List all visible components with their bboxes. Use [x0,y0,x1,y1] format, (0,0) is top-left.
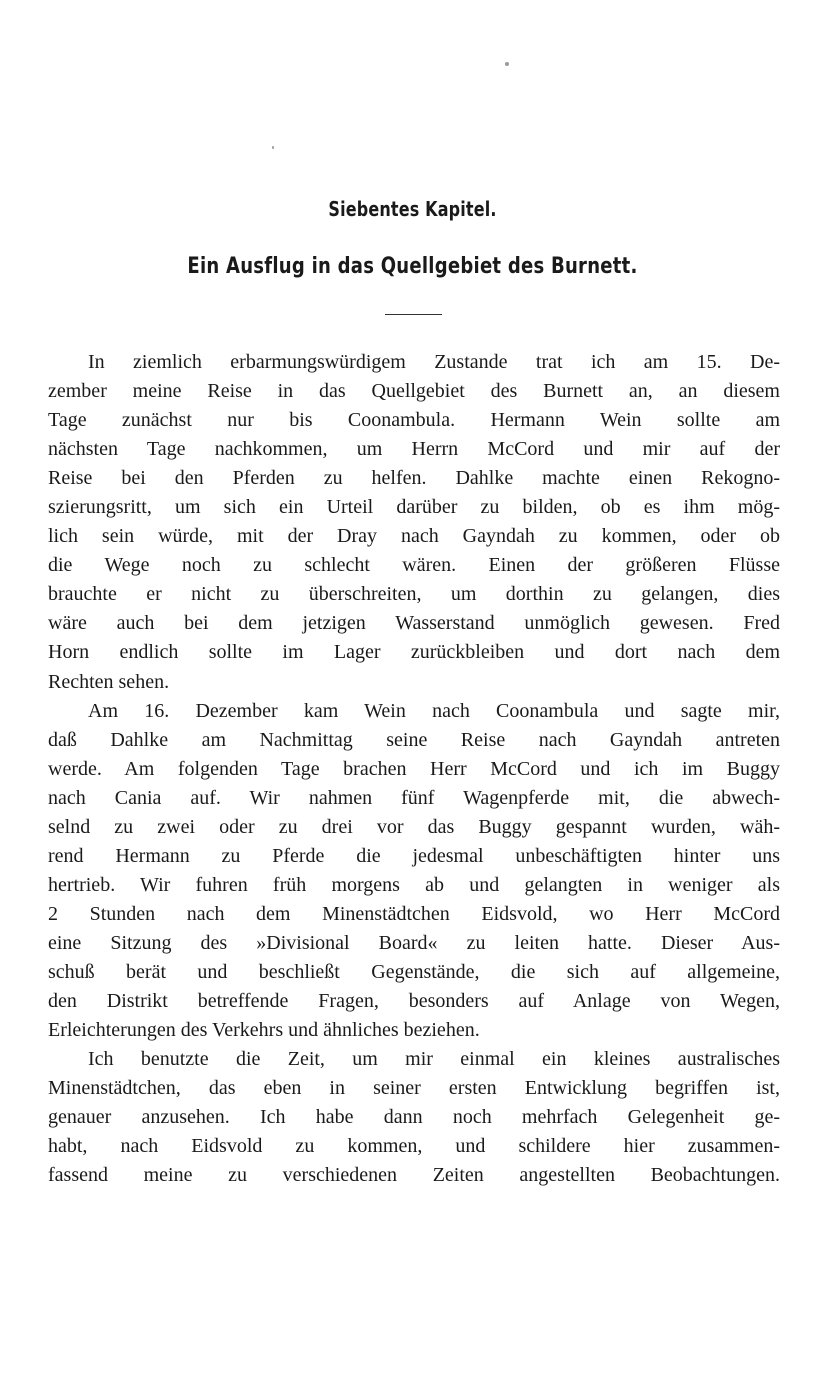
text-line: In ziemlich erbarmungswürdigem Zustande trat ich am 15. De- [88,351,780,373]
text-line: szierungsritt, um sich ein Urteil darüber zu bilden, ob es ihm mög- [48,496,780,519]
text-line: Tage zunächst nur bis Coonambula. Hermann Wein sollte am [48,409,780,432]
text-line: Erleichterungen des Verkehrs und ähnliches beziehen. [48,1019,480,1042]
text-line: Reise bei den Pferden zu helfen. Dahlke machte einen Rekogno- [48,467,780,490]
title-divider [385,314,442,315]
text-line: zember meine Reise in das Quellgebiet des Burnett an, an diesem [48,380,780,403]
text-line: Ich benutzte die Zeit, um mir einmal ein kleines australisches [88,1048,780,1071]
paragraph [48,1045,780,1190]
text-line: werde. Am folgenden Tage brachen Herr McCord und ich im Buggy [48,757,780,780]
text-line: Rechten sehen. [48,670,170,693]
text-line: Minenstädtchen, das eben in seiner ersten Entwicklung begriffen ist, [48,1077,780,1100]
text-line: Am 16. Dezember kam Wein nach Coonambula und sagte mir, [88,699,780,722]
chapter-number: Siebentes Kapitel. [328,197,497,221]
text-line: genauer anzusehen. Ich habe dann noch mehrfach Gelegenheit ge- [48,1106,780,1129]
text-line: selnd zu zwei oder zu drei vor das Buggy gespannt wurden, wäh- [48,815,780,838]
print-speck [505,62,509,66]
text-line: nach Cania auf. Wir nahmen fünf Wagenpferde mit, die abwech- [48,786,780,809]
text-line: daß Dahlke am Nachmittag seine Reise nach Gayndah antreten [48,728,780,751]
paragraph [48,697,780,1046]
text-line: den Distrikt betreffende Fragen, besonders auf Anlage von Wegen, [48,990,780,1013]
text-line: 2 Stunden nach dem Minenstädtchen Eidsvold, wo Herr McCord [48,902,780,925]
chapter-title: Ein Ausflug in das Quellgebiet des Burnett. [187,254,638,279]
print-speck [272,146,274,149]
text-line: brauchte er nicht zu überschreiten, um dorthin zu gelangen, dies [48,583,780,606]
text-line: rend Hermann zu Pferde die jedesmal unbeschäftigten hinter uns [48,844,780,867]
text-line: Horn endlich sollte im Lager zurückbleiben und dort nach dem [48,641,780,664]
body-text [48,348,780,1190]
text-line: eine Sitzung des »Divisional Board« zu leiten hatte. Dieser Aus- [48,931,780,954]
text-line: hertrieb. Wir fuhren früh morgens ab und gelangten in weniger als [48,873,780,896]
text-line: schuß berät und beschließt Gegenstände, die sich auf allgemeine, [48,960,780,983]
text-line: fassend meine zu verschiedenen Zeiten angestellten Beobachtungen. [48,1164,780,1187]
text-line: wäre auch bei dem jetzigen Wasserstand unmöglich gewesen. Fred [48,612,780,635]
text-line: nächsten Tage nachkommen, um Herrn McCord und mir auf der [48,438,780,461]
paragraph [48,348,780,697]
text-line: lich sein würde, mit der Dray nach Gayndah zu kommen, oder ob [48,525,780,548]
text-line: die Wege noch zu schlecht wären. Einen der größeren Flüsse [48,554,780,577]
text-line: habt, nach Eidsvold zu kommen, und schildere hier zusammen- [48,1135,780,1158]
